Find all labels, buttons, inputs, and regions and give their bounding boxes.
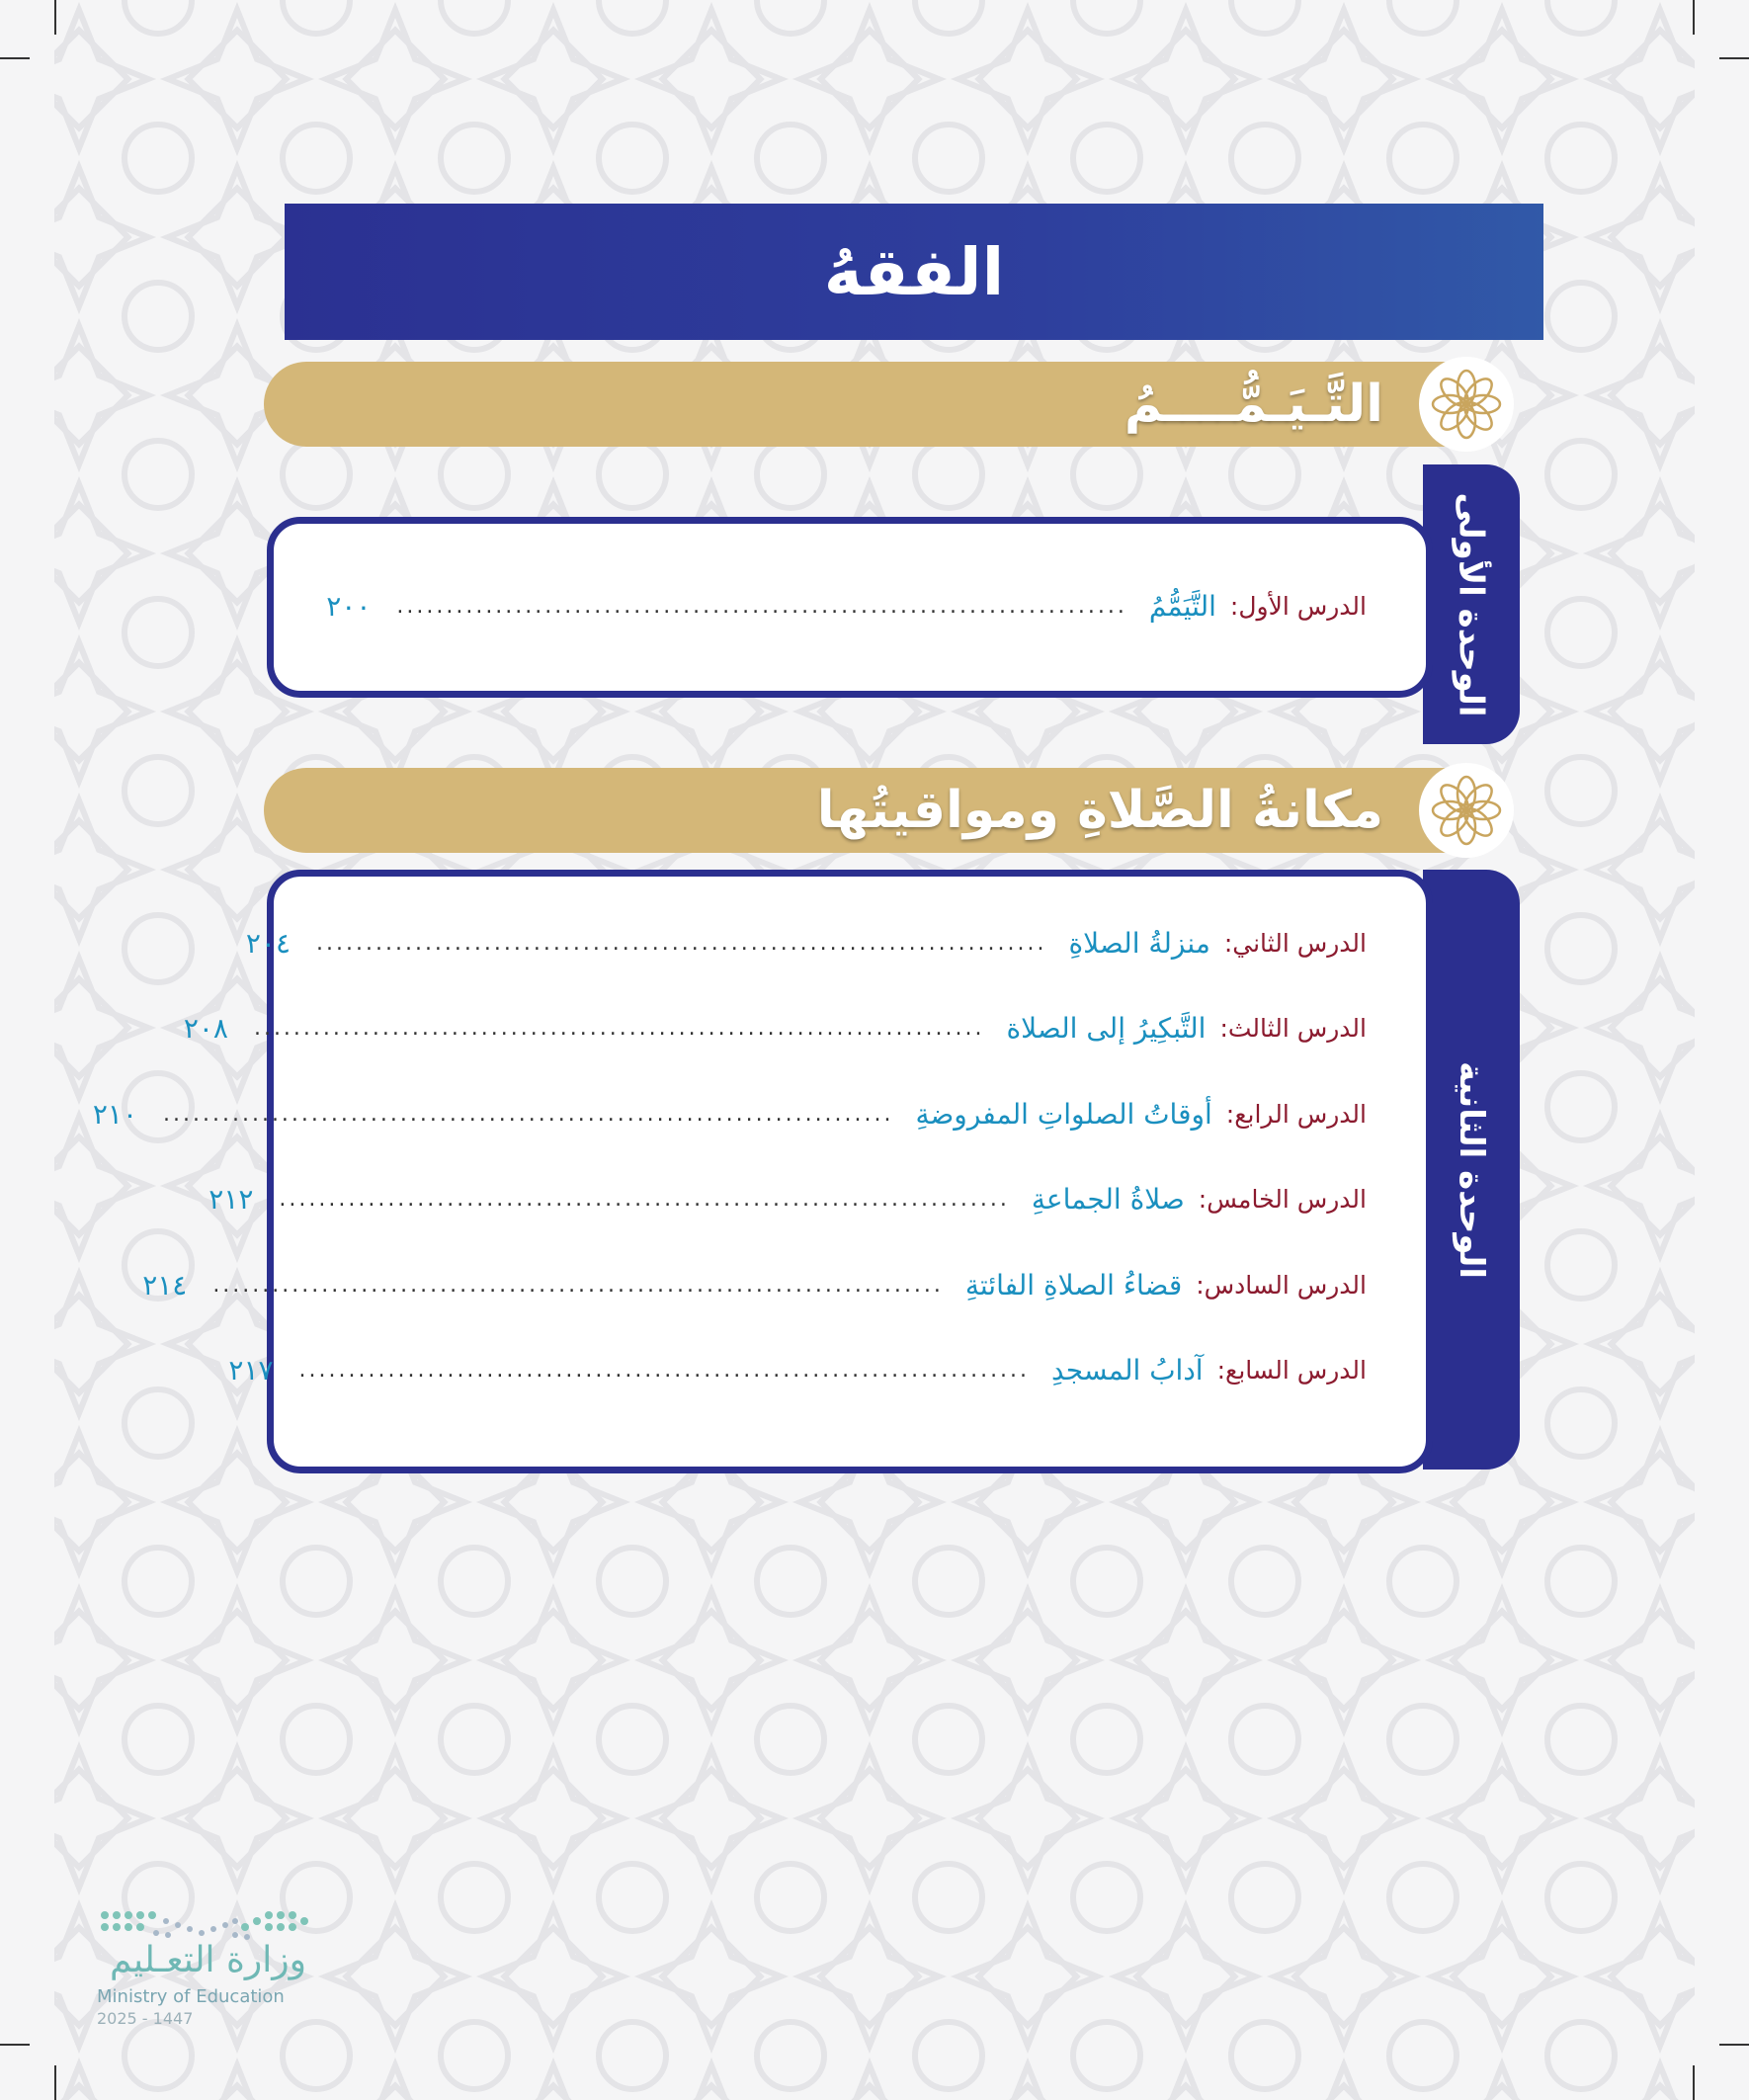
lesson-title: أوقاتُ الصلواتِ المفروضةِ	[915, 1097, 1212, 1131]
lesson-page-number: ٢٠٨	[183, 1011, 228, 1045]
leader-dots: ..........................................................................	[279, 1186, 1010, 1212]
ministry-logo-icon	[97, 1909, 309, 1939]
lesson-row[interactable]	[228, 1345, 1367, 1394]
lesson-row[interactable]	[326, 581, 1367, 630]
unit-1-banner	[264, 362, 1492, 447]
lesson-label: الدرس الأول:	[1229, 591, 1367, 621]
edition-year: 2025 - 1447	[97, 2009, 194, 2028]
lesson-page-number: ٢١٧	[228, 1353, 274, 1386]
unit-2-banner-title: مكانةُ الصَّلاةِ ومواقيتُها	[816, 781, 1383, 840]
unit-1-banner-title: التَّـيَـمُّــــمُ	[1124, 375, 1383, 434]
leader-dots: ..........................................................................	[253, 1015, 985, 1041]
lesson-title: قضاءُ الصلاةِ الفائتةِ	[964, 1268, 1183, 1302]
lesson-page-number: ٢١٢	[208, 1182, 254, 1216]
lesson-row[interactable]	[208, 1174, 1367, 1223]
unit-2-lessons-box	[92, 870, 1433, 1473]
lesson-title: التَّيَمُّمُ	[1148, 589, 1216, 623]
lesson-row[interactable]	[142, 1260, 1367, 1309]
lesson-page-number: ٢١٠	[92, 1097, 138, 1131]
lesson-label: الدرس الثالث:	[1219, 1013, 1367, 1043]
lesson-label: الدرس الرابع:	[1225, 1099, 1367, 1129]
lesson-label: الدرس السادس:	[1196, 1270, 1367, 1300]
lesson-title: منزلةُ الصلاةِ	[1068, 926, 1210, 960]
crop-mark	[1719, 2044, 1749, 2046]
lesson-label: الدرس الخامس:	[1198, 1184, 1367, 1214]
lesson-row[interactable]	[245, 918, 1367, 967]
leader-dots: ..........................................................................	[212, 1272, 944, 1298]
lesson-page-number: ٢٠٠	[326, 589, 372, 623]
crop-mark	[0, 2044, 30, 2046]
lesson-label: الدرس السابع:	[1216, 1355, 1367, 1385]
leader-dots: ..........................................................................	[163, 1101, 894, 1127]
ministry-name-english: Ministry of Education	[97, 1986, 285, 2007]
flower-ornament-icon	[1419, 357, 1514, 452]
ministry-name-arabic: وزارة التعـليم	[110, 1940, 306, 1980]
unit-2-tab	[1423, 870, 1520, 1470]
crop-mark	[0, 57, 30, 59]
unit-1-tab-label: الوحدة الأولى	[1452, 491, 1491, 717]
lesson-row[interactable]	[183, 1003, 1367, 1052]
crop-mark	[54, 0, 56, 35]
lesson-title: صلاةُ الجماعةِ	[1031, 1182, 1185, 1216]
page-title: الفقهُ	[285, 204, 1543, 340]
leader-dots: ..........................................................................	[298, 1357, 1031, 1383]
unit-1-tab	[1423, 464, 1520, 744]
unit-1-lessons-box	[267, 517, 1433, 698]
unit-2-tab-label: الوحدة الثانية	[1452, 1060, 1491, 1279]
leader-dots: ..........................................................................	[316, 930, 1047, 956]
unit-2-banner	[264, 768, 1492, 853]
lesson-title: آدابُ المسجدِ	[1051, 1353, 1204, 1386]
crop-mark	[54, 2065, 56, 2100]
crop-mark	[1693, 0, 1695, 35]
lesson-page-number: ٢٠٤	[245, 926, 292, 960]
lesson-label: الدرس الثاني:	[1223, 928, 1367, 958]
lesson-title: التَّبكِيرُ إلى الصلاة	[1006, 1011, 1207, 1045]
crop-mark	[1693, 2065, 1695, 2100]
crop-mark	[1719, 57, 1749, 59]
leader-dots: ..........................................................................	[396, 593, 1127, 619]
flower-ornament-icon	[1419, 763, 1514, 858]
lesson-row[interactable]	[92, 1089, 1367, 1138]
lesson-page-number: ٢١٤	[142, 1268, 188, 1302]
